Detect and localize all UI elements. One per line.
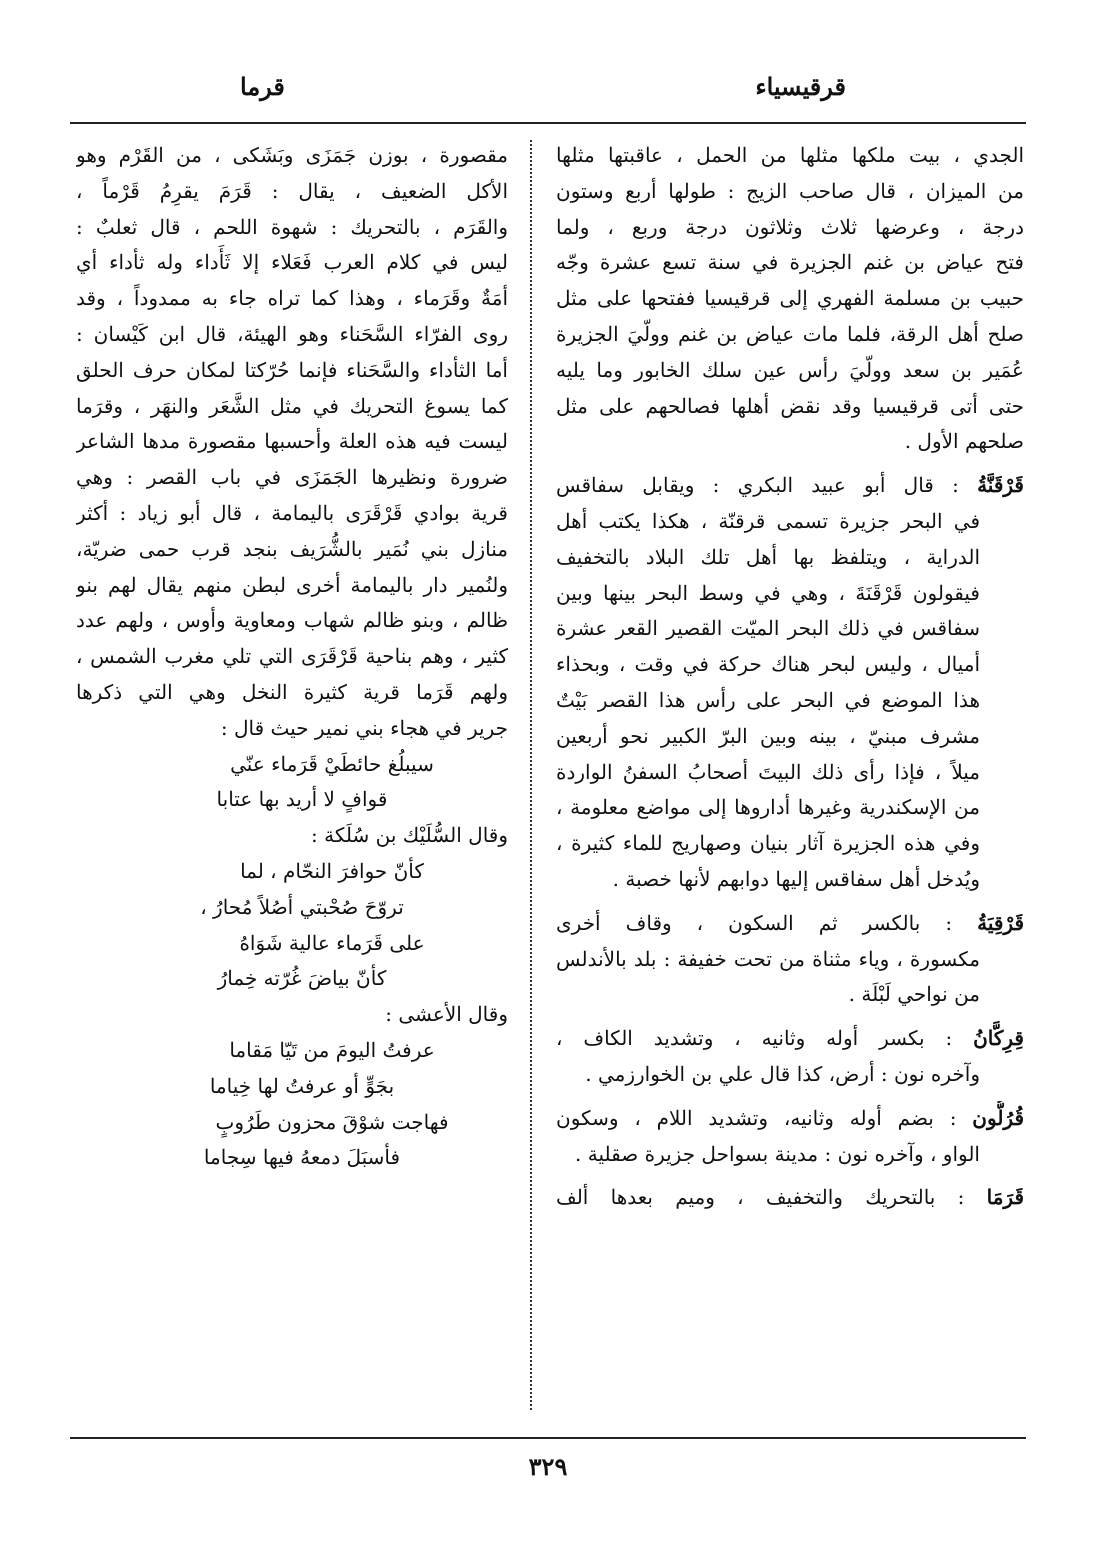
text-line <box>556 389 1024 425</box>
line-text: أما الثأداء والسَّحَناء فإنما حُرّكتا لمكان حرف الحلق <box>76 357 508 382</box>
running-head-right: قرقيسياء <box>755 72 846 101</box>
text-line <box>76 603 508 639</box>
text-line <box>556 683 1024 719</box>
header-rule <box>70 122 1026 124</box>
entry-first-line <box>556 1021 1024 1057</box>
line-text: حتى أتى قرقيسيا وقد نقض أهلها فصالحهم على مثل <box>556 393 1024 418</box>
page-header <box>70 72 1026 112</box>
line-text: عرفتُ اليومَ من تَيّا مَقاما <box>229 1037 435 1062</box>
line-text: بجَوٍّ أو عرفتُ لها خِياما <box>209 1073 395 1098</box>
line-text: كثير ، وهم بناحية قَرْقَرَى التي تلي مغرب الشمس ، <box>76 644 508 669</box>
text-line <box>556 790 1024 826</box>
text-line <box>556 647 1024 683</box>
entry-definition: : بكسر أوله وثانيه ، وتشديد الكاف ، <box>556 1026 953 1051</box>
entry-gap <box>556 460 1024 468</box>
line-text: الجدي ، بيت ملكها مثلها من الحمل ، عاقبتها مثلها <box>556 143 1024 167</box>
line-text: ويُدخل أهل سفاقس إليها دوابهم لأنها خصبة . <box>612 866 980 891</box>
line-text: سيبلُغ حائطَيْ قَرَماء عنّي <box>230 751 434 776</box>
text-line <box>556 1057 1024 1093</box>
text-line <box>556 504 1024 540</box>
text-line <box>76 568 508 604</box>
line-text: من الميزان ، قال صاحب الزيج : طولها أربع وستون <box>556 178 1024 203</box>
line-text: وقال السُّلَيْك بن سُلَكة : <box>311 823 508 848</box>
line-text: كما يسوغ التحريك في مثل الشَّعَر والنهَر ، وقرَما <box>76 393 508 418</box>
text-line <box>76 138 508 174</box>
text-line <box>76 675 508 711</box>
line-text: في البحر جزيرة تسمى قرقنّة ، هكذا يكتب أهل <box>556 508 980 533</box>
line-text: مشرف مبنيّ ، بينه وبين البرّ الكبير نحو أربعين <box>556 723 980 748</box>
text-line <box>556 317 1024 353</box>
line-text: سفاقس في ذلك البحر الميّت القصير القعر عشرة <box>556 616 980 641</box>
text-line <box>556 138 1024 174</box>
verse-line <box>76 747 508 783</box>
text-line <box>76 210 508 246</box>
text-line <box>556 353 1024 389</box>
text-line <box>556 862 1024 898</box>
text-line <box>76 818 508 854</box>
verse-line <box>76 1069 508 1105</box>
line-text: هذا الموضع في البحر على رأس هذا القصر بَيْتٌ <box>556 687 980 712</box>
column-divider <box>530 140 532 1410</box>
verse-line <box>76 961 508 997</box>
line-text: جرير في هجاء بني نمير حيث قال : <box>220 715 508 740</box>
text-line <box>76 353 508 389</box>
entry-headword: قِرِكَّانُ <box>973 1026 1024 1051</box>
line-text: وفي هذه الجزيرة آثار بنيان وصهاريج للماء كثيرة ، <box>556 831 980 856</box>
line-text: وآخره نون : أرض، كذا قال علي بن الخوارزمي . <box>585 1061 980 1086</box>
line-text: تروّحَ صُحْبتي أصُلاً مُحارُ ، <box>200 894 404 919</box>
line-text: عُمَير بن سعد وولّيَ رأس عين سلك الخابور وما يليه <box>556 357 1024 382</box>
line-text: ظالم ، وبنو ظالم شهاب ومعاوية وأوس ، ولهم عدد <box>76 608 508 633</box>
line-text: مقصورة ، بوزن جَمَزَى وبَشَكى ، من القَرْم وهو <box>76 143 508 167</box>
verse-line <box>76 926 508 962</box>
line-text: فيقولون قَرْقَنَةَ ، وهي في وسط البحر بينها وبين <box>556 580 980 605</box>
text-line <box>556 174 1024 210</box>
line-text: ليست فيه هذه العلة وأحسبها مقصورة مدها الشاعر <box>76 429 508 454</box>
text-line <box>76 389 508 425</box>
line-text: الدراية ، ويتلفظ بها أهل تلك البلاد بالتخفيف <box>556 544 980 569</box>
line-text: حبيب بن مسلمة الفهري إلى قرقيسيا ففتحها على مثل <box>556 286 1024 311</box>
verse-line <box>76 890 508 926</box>
entry-headword: قَرْقِيَةُ <box>977 910 1024 935</box>
line-text: ليس في كلام العرب فَعَلاء إلا ثَأَداء وله ثأداء أي <box>76 250 508 275</box>
text-line <box>556 281 1024 317</box>
text-line <box>76 460 508 496</box>
text-line <box>76 532 508 568</box>
entry-first-line <box>556 1101 1024 1137</box>
line-text: منازل بني نُمَير بالشُّرَيف بنجد قرب حمى ضريّة، <box>76 536 508 561</box>
text-line <box>76 997 508 1033</box>
text-line <box>556 755 1024 791</box>
text-line <box>556 977 1024 1013</box>
text-line <box>556 611 1024 647</box>
left-column <box>76 138 508 1176</box>
text-line <box>76 711 508 747</box>
footer-rule <box>70 1437 1026 1439</box>
line-text: فتح عياض بن غنم الجزيرة في سنة تسع عشرة وجّه <box>556 250 1024 275</box>
line-text: والقَرَم ، بالتحريك : شهوة اللحم ، قال ثعلبٌ : <box>76 214 508 239</box>
text-line <box>76 639 508 675</box>
entry-definition: : بالتحريك والتخفيف ، وميم بعدها ألف <box>556 1185 965 1210</box>
text-line <box>556 540 1024 576</box>
line-text: على قَرَماء عالية شَوَاهُ <box>239 930 425 955</box>
text-line <box>76 424 508 460</box>
line-text: ولنُمير دار باليمامة أخرى لبطن منهم يقال لهم بنو <box>76 572 508 597</box>
text-line <box>556 210 1024 246</box>
verse-line <box>76 1140 508 1176</box>
text-line <box>556 719 1024 755</box>
line-text: الواو ، وآخره نون : مدينة بسواحل جزيرة صقلية . <box>575 1141 980 1166</box>
text-line <box>76 496 508 532</box>
line-text: وقال الأعشى : <box>385 1002 508 1027</box>
line-text: ميلاً ، فإذا رأى ذلك البيتَ أصحابُ السفنُ الواردة <box>556 759 980 784</box>
line-text: قوافٍ لا أريد بها عتابا <box>216 787 388 812</box>
entry-gap <box>556 898 1024 906</box>
entry-headword: قَرَمَا <box>986 1185 1024 1210</box>
text-line <box>556 245 1024 281</box>
line-text: مكسورة ، وياء مثناة من تحت خفيفة : بلد بالأندلس <box>556 946 980 971</box>
text-line <box>76 281 508 317</box>
entry-headword: قَرْقَنَّةُ <box>977 473 1024 498</box>
verse-line <box>76 1033 508 1069</box>
entry-first-line <box>556 1180 1024 1216</box>
line-text: صلحهم الأول . <box>904 429 1024 454</box>
line-text: ضرورة ونظيرها الجَمَزَى في باب القصر : وهي <box>76 465 508 490</box>
line-text: أمَةٌ وقَرَماء ، وهذا كما تراه جاء به ممدوداً ، وقد <box>76 286 508 311</box>
line-text: فأسبَلَ دمعهُ فيها سِجاما <box>203 1145 401 1170</box>
text-line <box>76 317 508 353</box>
verse-line <box>76 854 508 890</box>
line-text: روى الفرّاء السَّحَناء وهو الهيئة، قال ابن كَيْسان : <box>76 321 508 346</box>
line-text: كأنّ حوافرَ النحّام ، لما <box>240 858 424 883</box>
text-line <box>556 942 1024 978</box>
line-text: الأكل الضعيف ، يقال : قَرَمَ يقرِمُ قَرْماً ، <box>76 178 508 203</box>
right-column <box>556 138 1024 1216</box>
line-text: من نواحي لَبْلَة . <box>848 982 980 1007</box>
entry-headword: قُرُلُّون <box>972 1105 1024 1130</box>
entry-gap <box>556 1093 1024 1101</box>
text-line <box>556 826 1024 862</box>
line-text: من الإسكندرية وغيرها أداروها إلى مواضع معلومة ، <box>556 795 980 820</box>
entry-definition: : قال أبو عبيد البكري : ويقابل سفاقس <box>556 473 959 498</box>
line-text: ولهم قَرَما قرية كثيرة النخل وهي التي ذكرها <box>76 679 508 704</box>
line-text: صلح أهل الرقة، فلما مات عياض بن غنم وولّيَ الجزيرة <box>556 321 1024 346</box>
entry-first-line <box>556 468 1024 504</box>
text-line <box>556 576 1024 612</box>
line-text: أميال ، وليس لبحر هناك حركة في وقت ، وبحذاء <box>556 652 980 677</box>
running-head-left: قرما <box>240 72 285 101</box>
line-text: كأنّ بياضَ غُرّته خِمارُ <box>217 966 387 991</box>
entry-gap <box>556 1172 1024 1180</box>
entry-gap <box>556 1013 1024 1021</box>
line-text: درجة ، وعرضها ثلاث وثلاثون درجة وربع ، ولما <box>556 214 1024 239</box>
text-line <box>76 174 508 210</box>
text-line <box>556 1137 1024 1173</box>
verse-line <box>76 1105 508 1141</box>
text-line <box>76 245 508 281</box>
verse-line <box>76 782 508 818</box>
entry-definition: : بضم أوله وثانيه، وتشديد اللام ، وسكون <box>556 1105 957 1130</box>
line-text: قرية بوادي قَرْقَرَى باليمامة ، قال أبو زياد : أكثر <box>76 500 508 525</box>
page-number: ٣٢٩ <box>528 1452 568 1481</box>
entry-first-line <box>556 906 1024 942</box>
text-line <box>556 424 1024 460</box>
line-text: فهاجت شوْقَ محزون طَرُوبٍ <box>215 1109 449 1134</box>
entry-definition: : بالكسر ثم السكون ، وقاف أخرى <box>556 910 953 935</box>
